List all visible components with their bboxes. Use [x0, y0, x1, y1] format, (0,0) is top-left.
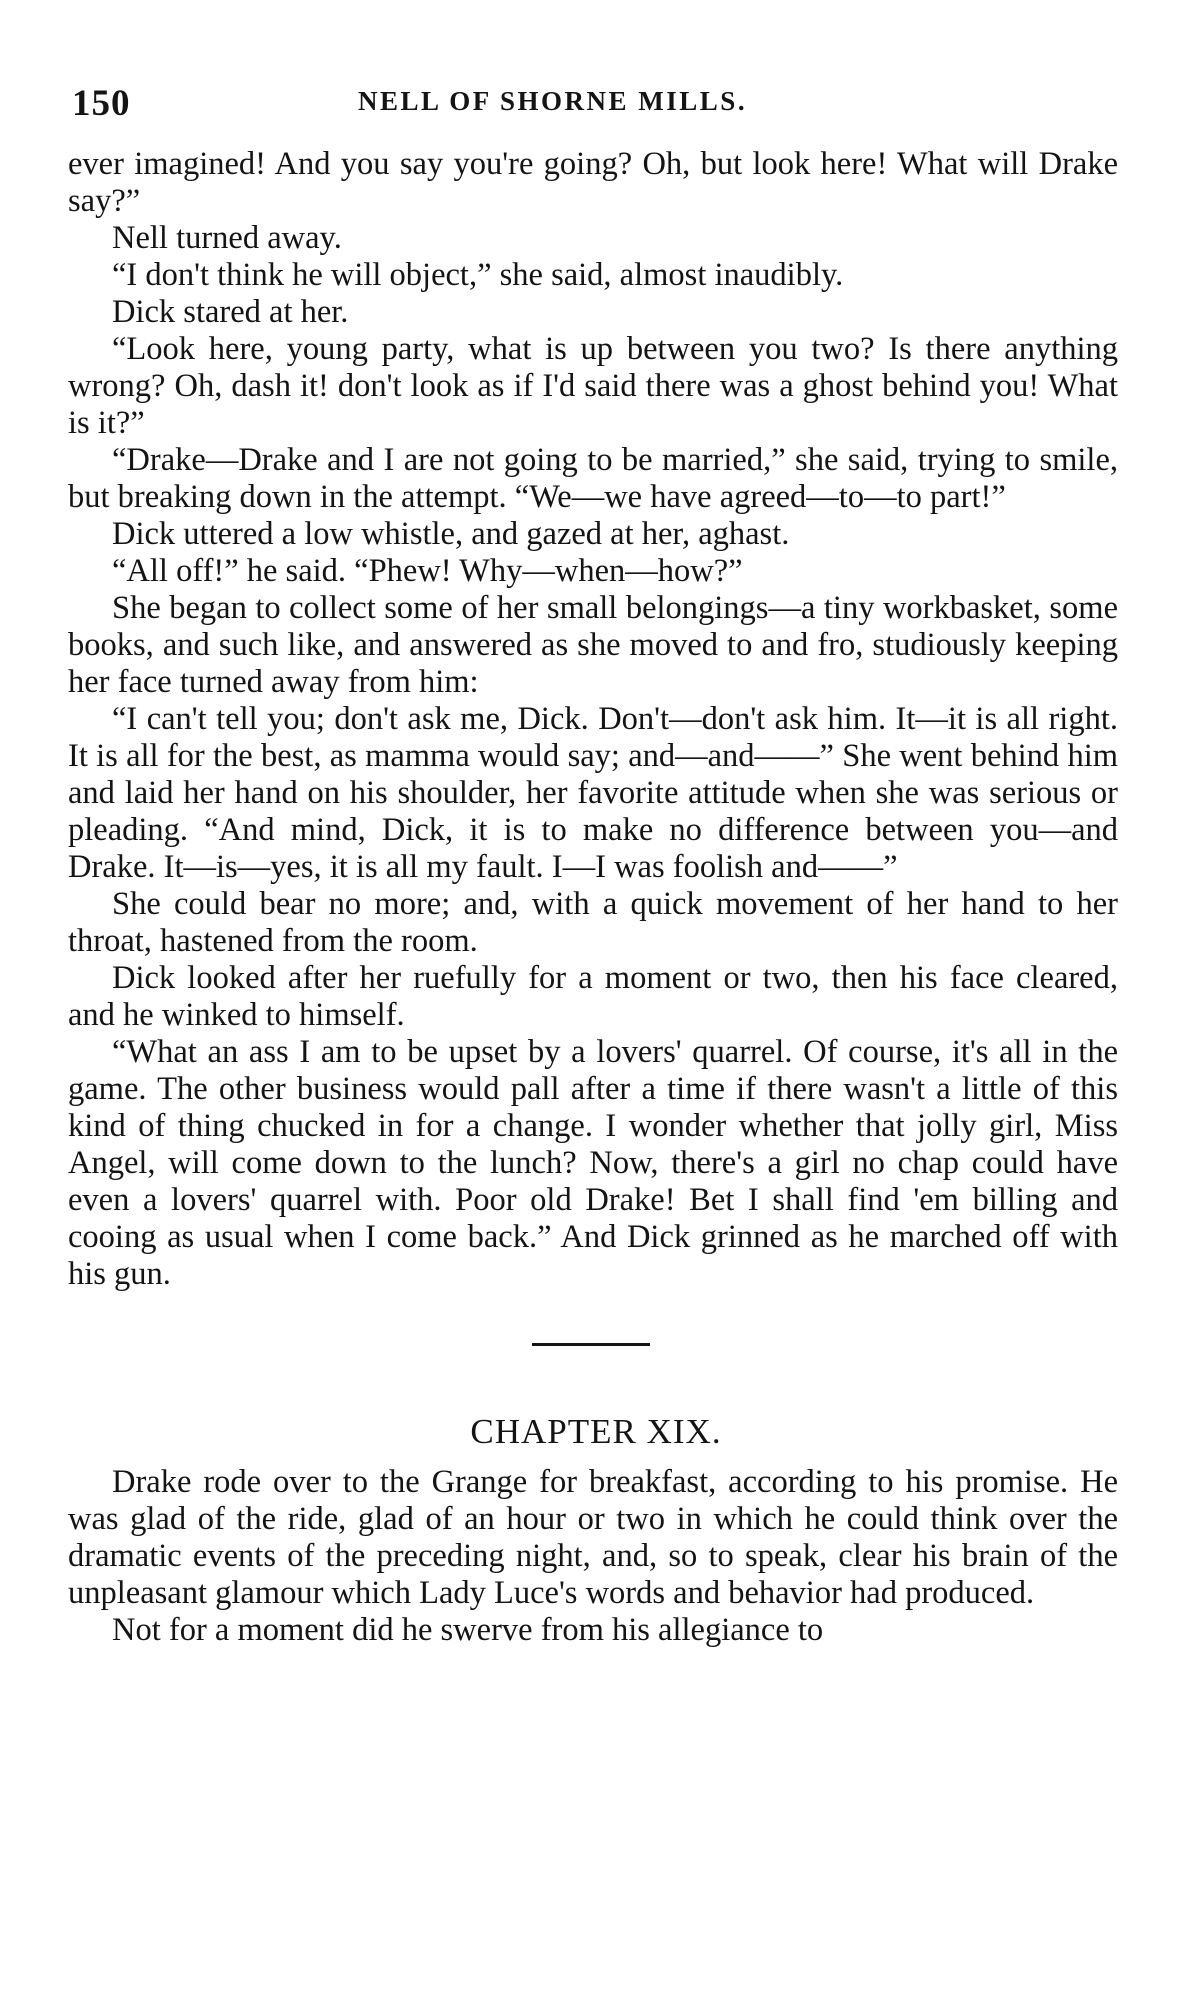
chapter-text [68, 1464, 1118, 1649]
paragraph: “Drake—Drake and I are not going to be married,” she said, trying to smile, but breaking down in the attempt. “We—we have agreed—to—to part!” [68, 442, 1118, 515]
paragraph: ever imagined! And you say you're going? Oh, but look here! What will Drake say?” [68, 146, 1118, 219]
chapter-title: CHAPTER XIX. [470, 1412, 722, 1451]
running-head [68, 82, 1118, 132]
paragraph: “I can't tell you; don't ask me, Dick. Don't—don't ask him. It—it is all right. It is all for the best, as mamma would say; and—and——” She went behind him and laid her hand on his shoulder, her favorite attitude when she was serious or pleading. “And mind, Dick, it is to make no difference between you—and Drake. It—is—yes, it is all my fault. I—I was foolish and——” [68, 701, 1118, 885]
paragraph: “What an ass I am to be upset by a lovers' quarrel. Of course, it's all in the game. The other business would pall after a time if there wasn't a little of this kind of thing chucked in for a change. I wonder whether that jolly girl, Miss Angel, will come down to the lunch? Now, there's a girl no chap could have even a lovers' quarrel with. Poor old Drake! Bet I shall find 'em billing and cooing as usual when I come back.” And Dick grinned as he marched off with his gun. [68, 1034, 1118, 1292]
paragraph: She could bear no more; and, with a quick movement of her hand to her throat, hastened from the room. [68, 886, 1118, 959]
paragraph: Dick uttered a low whistle, and gazed at her, aghast. [112, 516, 790, 552]
paragraph: Drake rode over to the Grange for breakfast, according to his promise. He was glad of the ride, glad of an hour or two in which he could think over the dramatic events of the preceding night, and, so to speak, clear his brain of the unpleasant glamour which Lady Luce's words and behavior had produced. [68, 1464, 1118, 1611]
paragraph: Nell turned away. [112, 220, 342, 256]
paragraph: “All off!” he said. “Phew! Why—when—how?” [112, 553, 743, 589]
paragraph: She began to collect some of her small belongings—a tiny workbasket, some books, and such like, and answered as she moved to and fro, studiously keeping her face turned away from him: [68, 590, 1118, 700]
paragraph: Dick looked after her ruefully for a moment or two, then his face cleared, and he winked to himself. [68, 960, 1118, 1033]
body-text [68, 146, 1118, 1293]
paragraph: “I don't think he will object,” she said, almost inaudibly. [112, 257, 844, 293]
paragraph: Not for a moment did he swerve from his allegiance to [112, 1612, 824, 1648]
book-page [68, 82, 1118, 1649]
page-number: 150 [72, 83, 131, 124]
paragraph: “Look here, young party, what is up between you two? Is there anything wrong? Oh, dash it! don't look as if I'd said there was a ghost behind you! What is it?” [68, 331, 1118, 441]
running-title: NELL OF SHORNE MILLS. [358, 86, 748, 116]
paragraph: Dick stared at her. [112, 294, 349, 330]
section-divider [532, 1343, 650, 1346]
